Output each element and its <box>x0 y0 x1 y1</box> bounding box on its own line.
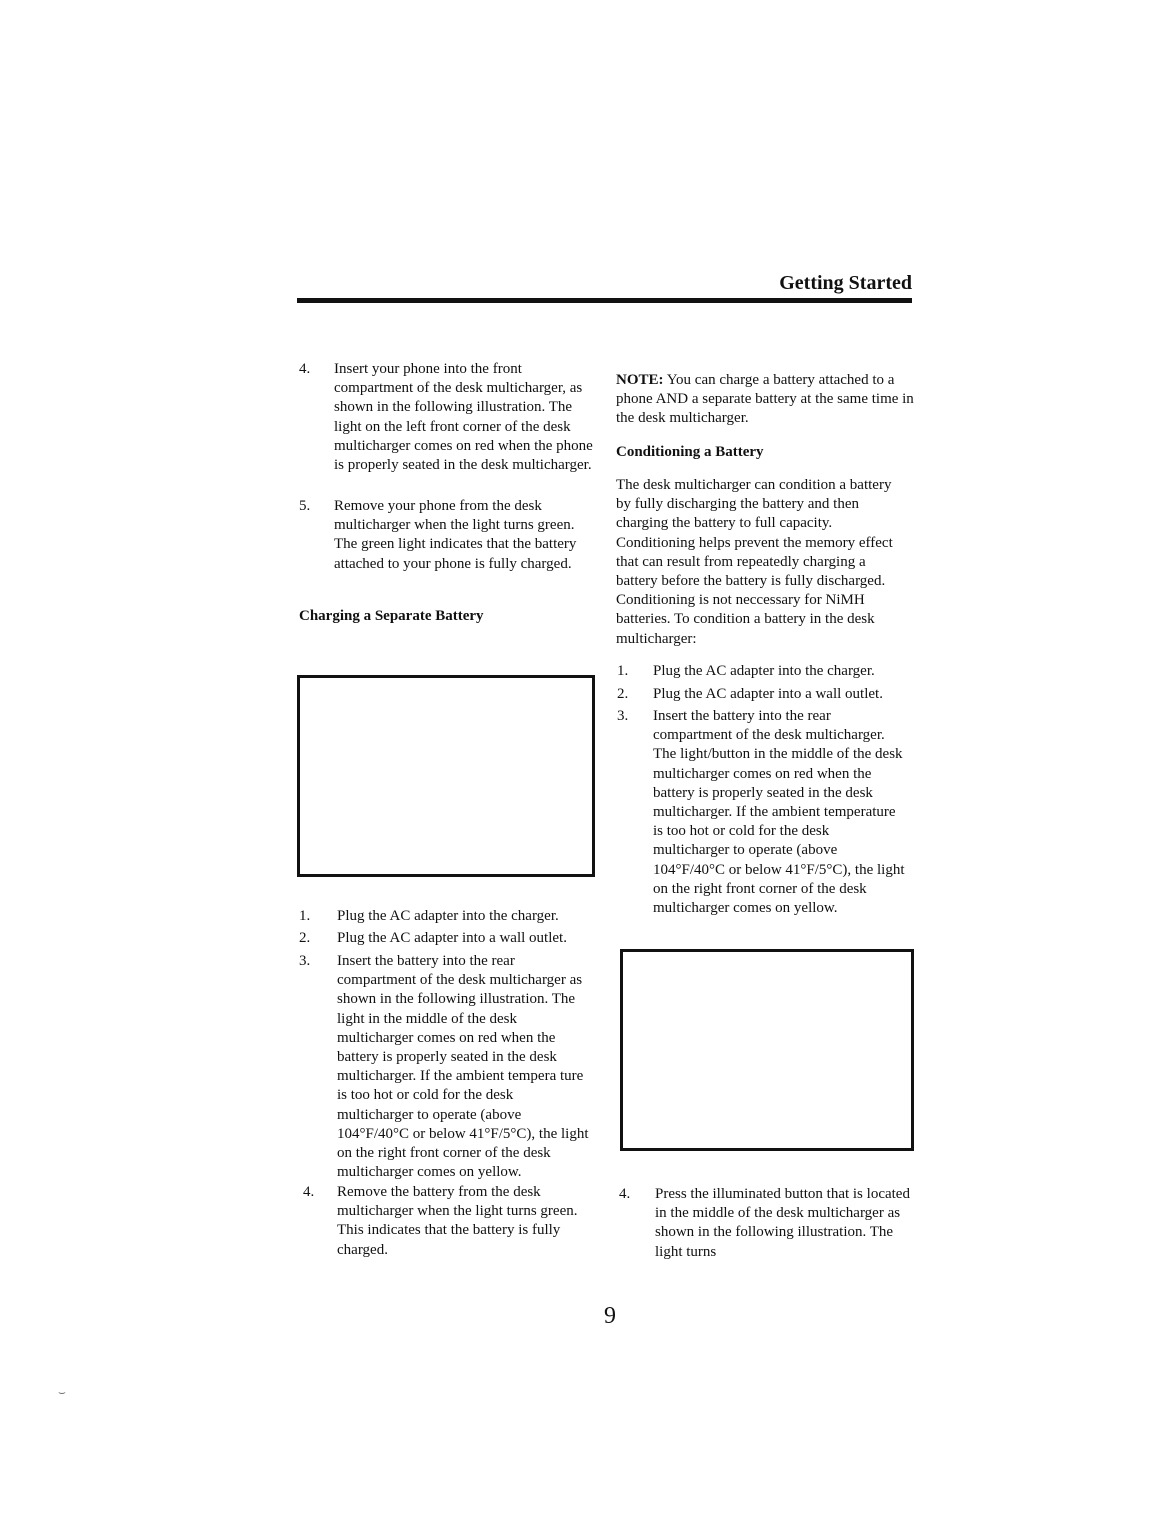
page-number: 9 <box>604 1303 616 1329</box>
illustration-placeholder <box>620 949 914 1151</box>
list-item <box>617 685 917 705</box>
list-item-number: 3. <box>299 953 311 969</box>
list-item-text: Insert the battery into the rear compartment of the desk multicharger. The light/button in the middle of the desk multicharger comes on red when the battery is properly seated in the desk multicharger. If the ambient temperature is too hot or cold for the desk multicharger to operate (above 104°F/40°C or below 41°F/5°C), the light on the right front corner of the desk multicharger comes on yellow. <box>653 708 905 917</box>
list-item <box>619 1185 919 1265</box>
list-item-number: 5. <box>299 498 311 514</box>
list-item-text: Plug the AC adapter into the charger. <box>337 908 559 924</box>
note-paragraph <box>616 371 916 429</box>
list-item <box>617 662 917 682</box>
list-item-number: 4. <box>619 1186 631 1202</box>
list-item-text: Plug the AC adapter into a wall outlet. <box>337 930 567 946</box>
list-item <box>299 497 599 597</box>
list-item <box>299 952 599 1181</box>
note-label: NOTE: <box>616 372 664 388</box>
page-title: Getting Started <box>779 272 912 294</box>
illustration-placeholder <box>297 675 595 877</box>
scan-artifact: ⌣ <box>58 1385 66 1399</box>
section-heading: Conditioning a Battery <box>616 444 764 460</box>
list-item-number: 1. <box>299 908 311 924</box>
intro-paragraph: The desk multicharger can condition a battery by fully discharging the battery and then charging the battery to full capacity. Conditioning helps prevent the memory effect that can result from repeatedly charging a battery before the battery is fully discharged. Conditioning is not neccessary for NiMH batteries. To condition a battery in the desk multicharger: <box>616 477 893 647</box>
list-item-text: Remove your phone from the desk multicharger when the light turns green. The green light indicates that the battery attached to your phone is fully charged. <box>334 498 577 572</box>
list-item-number: 2. <box>299 930 311 946</box>
list-item-text: Press the illuminated button that is located in the middle of the desk multicharger as shown in the following illustration. The light turns <box>655 1186 910 1260</box>
list-item <box>617 707 917 917</box>
list-item-number: 4. <box>303 1184 315 1200</box>
list-item <box>299 360 599 480</box>
list-item <box>299 929 599 949</box>
list-item-number: 2. <box>617 686 629 702</box>
list-item-text: Plug the AC adapter into the charger. <box>653 663 875 679</box>
list-item-text: Insert the battery into the rear compartment of the desk multicharger as shown in the following illustration. The light in the middle of the desk multicharger comes on red when the battery is properly seated in the desk multicharger. If the ambient tempera ture is too hot or cold for the desk multicharger to operate (above 104°F/40°C or below 41°F/5°C), the light on the right front corner of the desk multicharger comes on yellow. <box>337 953 589 1181</box>
list-item-text: Insert your phone into the front compartment of the desk multicharger, as shown in the following illustration. The light on the left front corner of the desk multicharger comes on red when the phone is properly seated in the desk multicharger. <box>334 361 593 474</box>
list-item-number: 1. <box>617 663 629 679</box>
list-item-text: Remove the battery from the desk multicharger when the light turns green. This indicates that the battery is fully charged. <box>337 1184 578 1258</box>
list-item <box>299 907 599 927</box>
list-item-text: Plug the AC adapter into a wall outlet. <box>653 686 883 702</box>
section-heading: Charging a Separate Battery <box>299 608 484 624</box>
list-item-number: 4. <box>299 361 311 377</box>
list-item <box>303 1183 603 1263</box>
header-rule <box>297 298 912 303</box>
note-text: You can charge a battery attached to a phone AND a separate battery at the same time in the desk multicharger. <box>616 372 914 427</box>
list-item-number: 3. <box>617 708 629 724</box>
